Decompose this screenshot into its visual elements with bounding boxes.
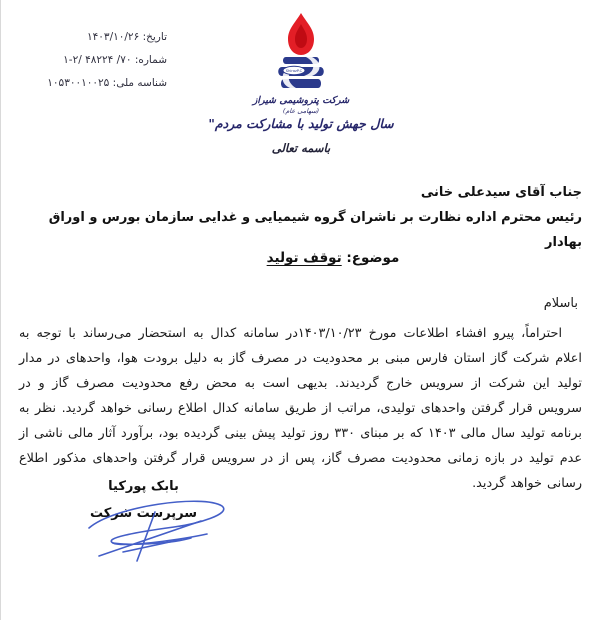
recipient-title: رئیس محترم اداره نظارت بر ناشران گروه شیمیایی و غدایی سازمان بورس و اوراق بهادار (48, 210, 582, 250)
bismillah: باسمه تعالی (271, 141, 331, 155)
torch-flame-icon (268, 12, 334, 94)
date-row: تاریخ:​ ۱۴۰۳/۱۰/۲۶ (87, 31, 167, 43)
company-logo (1, 12, 600, 98)
date-value: ۱۴۰۳/۱۰/۲۶ (87, 31, 140, 43)
number-row: شماره:​ ۷۰/ ۴۸۲۲۴ /۲-۱ (63, 54, 167, 66)
subject-line (33, 250, 600, 266)
logo-oval-text: ShirazP.C (285, 69, 303, 73)
national-id-value: ۱۰۵۳۰۰۱۰۰۲۵ (47, 77, 110, 89)
recipient-name: جناب آقای سیدعلی خانی (420, 185, 582, 200)
body-paragraph: احتراماً، پیرو افشاء اطلاعات مورخ ۱۴۰۳/۱۰/۲۳در سامانه کدال به استحضار می‌رساند با توجه به اعلام شرکت گاز استان فارس مبنی بر محدودیت در مصرف گاز به دلیل برودت هوا، واحدهای در مدار تولید این شرکت از سرویس خارج گردیدند. بدیهی است به محض رفع محدودیت مصرف گاز و در سرویس قرار گرفتن واحدهای تولیدی، مراتب از طریق سامانه کدال اطلاع رسانی خواهد گردید. نظر به برنامه تولید سال مالی ۱۴۰۳ که بر مبنای ۳۳۰ روز تولید پیش بینی گردیده بود، برآورد آثار مالی ناشی از عدم تولید در بازه زمانی محدودیت مصرف گاز، پس از در سرویس قرار گرفتن واحدهای مذکور اطلاع رسانی خواهد گردید. (19, 326, 582, 491)
national-id-row: شناسه ملی:​ ۱۰۵۳۰۰۱۰۰۲۵ (47, 77, 167, 89)
subject-value: توقف تولید (266, 250, 342, 266)
number-value: ۷۰/ ۴۸۲۲۴ /۲-۱ (63, 54, 132, 66)
handwritten-signature-icon (79, 488, 244, 566)
number-label: شماره: (134, 54, 167, 66)
company-subtext: (سهامی عام) (282, 107, 320, 115)
company-name: شرکت پتروشیمی شیراز (252, 95, 350, 106)
salutation: باسلام (543, 296, 578, 311)
date-label: تاریخ: (142, 31, 167, 43)
subject-label: موضوع: (346, 250, 400, 266)
signatory-name: بابک پورکیا (108, 479, 179, 494)
company-slogan: سال جهش تولید با مشارکت مردم" (208, 116, 394, 131)
national-id-label: شناسه ملی: (112, 77, 167, 89)
recipient-block (19, 180, 582, 255)
signatory-title: سرپرست شرکت (89, 506, 198, 521)
